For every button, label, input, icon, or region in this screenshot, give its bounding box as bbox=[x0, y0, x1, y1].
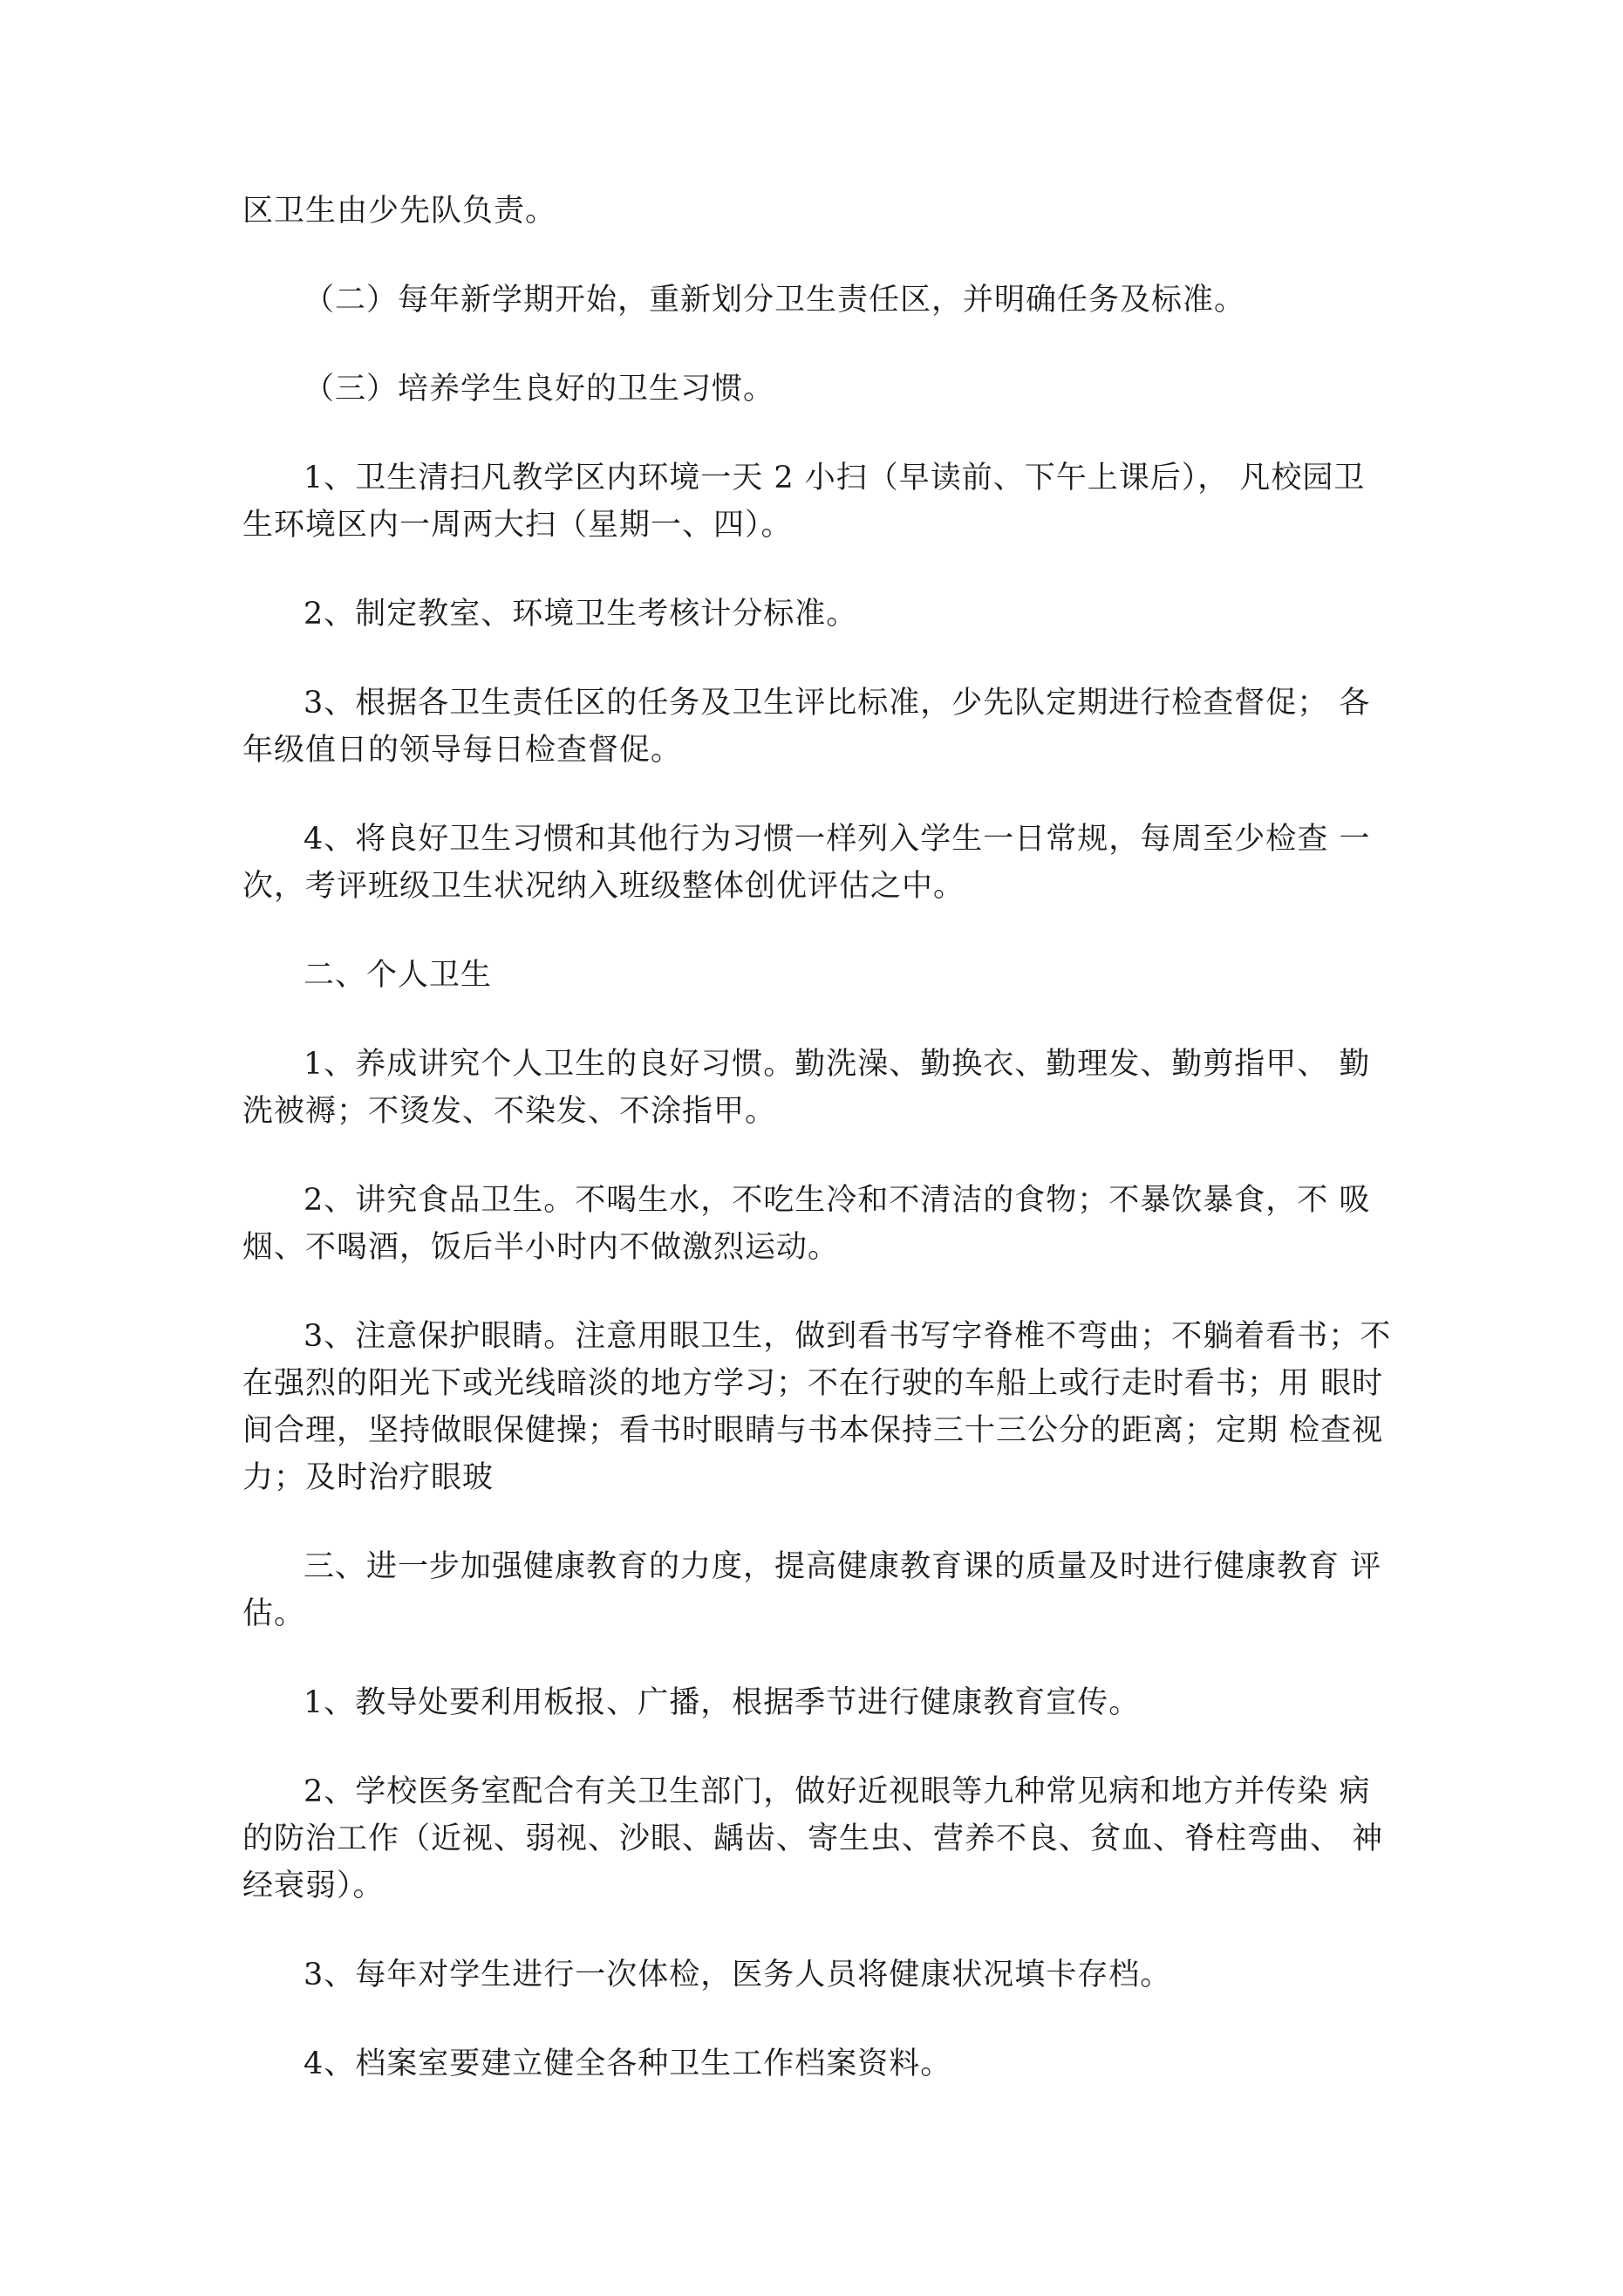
paragraph: 1、教导处要利用板报、广播，根据季节进行健康教育宣传。 bbox=[303, 1685, 1141, 1720]
paragraph: 4、将良好卫生习惯和其他行为习惯一样列入学生一日常规，每周至少检查 一次，考评班级卫生状况纳入班级整体创优评估之中。 bbox=[242, 822, 1371, 904]
paragraph: 4、档案室要建立健全各种卫生工作档案资料。 bbox=[303, 2047, 952, 2081]
section-heading: 二、个人卫生 bbox=[303, 958, 493, 993]
paragraph: 3、根据各卫生责任区的任务及卫生评比标准，少先队定期进行检查督促； 各年级值日的领导每日检查督促。 bbox=[242, 686, 1371, 768]
paragraph: 3、注意保护眼睛。注意用眼卫生，做到看书写字脊椎不弯曲；不躺着看书；不在强烈的阳光下或光线暗淡的地方学习；不在行驶的车船上或行走时看书；用 眼时间合理，坚持做眼保健操；看书时眼睛与书本保持三十三公分的距离；定期 检查视力；及时治疗眼玻 bbox=[242, 1319, 1392, 1495]
paragraph: 3、每年对学生进行一次体检，医务人员将健康状况填卡存档。 bbox=[303, 1958, 1172, 1992]
paragraph: 1、卫生清扫凡教学区内环境一天 2 小扫（早读前、下午上课后）， 凡校园卫生环境区内一周两大扫（星期一、四）。 bbox=[242, 461, 1366, 543]
paragraph: （三）培养学生良好的卫生习惯。 bbox=[303, 372, 775, 407]
paragraph: 2、制定教室、环境卫生考核计分标准。 bbox=[303, 597, 858, 632]
paragraph: 2、讲究食品卫生。不喝生水，不吃生冷和不清洁的食物；不暴饮暴食，不 吸烟、不喝酒，饭后半小时内不做激烈运动。 bbox=[242, 1183, 1371, 1265]
paragraph: 2、学校医务室配合有关卫生部门，做好近视眼等九种常见病和地方并传染 病的防治工作（近视、弱视、沙眼、龋齿、寄生虫、营养不良、贫血、脊柱弯曲、 神经衰弱）。 bbox=[242, 1774, 1384, 1903]
paragraph: （二）每年新学期开始，重新划分卫生责任区，并明确任务及标准。 bbox=[303, 283, 1246, 318]
section-heading: 三、进一步加强健康教育的力度，提高健康教育课的质量及时进行健康教育 评估。 bbox=[242, 1549, 1382, 1631]
paragraph: 1、养成讲究个人卫生的良好习惯。勤洗澡、勤换衣、勤理发、勤剪指甲、 勤洗被褥；不烫发、不染发、不涂指甲。 bbox=[242, 1047, 1371, 1129]
document-page bbox=[242, 188, 1394, 2129]
paragraph: 区卫生由少先队负责。 bbox=[242, 194, 557, 229]
